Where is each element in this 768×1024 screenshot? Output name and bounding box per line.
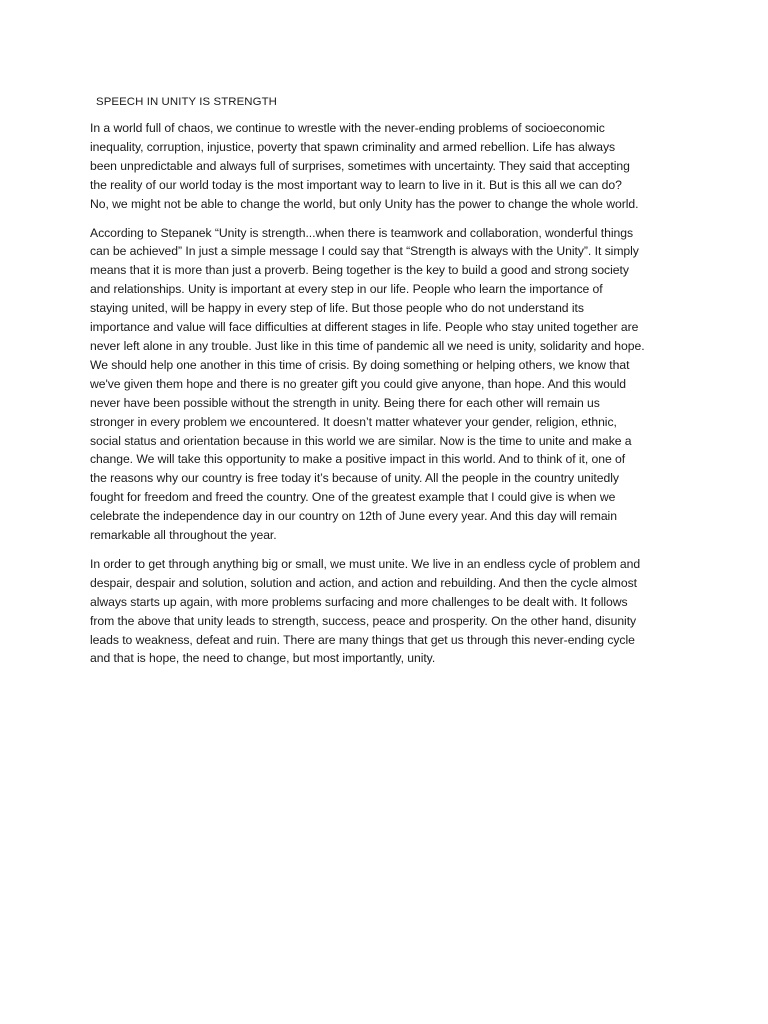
- text-line: leads to weakness, defeat and ruin. There are many things that get us through this never-ending cycle: [90, 632, 635, 647]
- text-line: and relationships. Unity is important at every step in our life. People who learn the importance of: [90, 282, 603, 297]
- text-line: inequality, corruption, injustice, poverty that spawn criminality and armed rebellion. Life has always: [90, 139, 616, 154]
- document-title: SPEECH IN UNITY IS STRENGTH: [96, 96, 277, 108]
- paragraph-intro: [90, 119, 680, 214]
- text-line: fought for freedom and freed the country. One of the greatest example that I could give is when we: [90, 490, 616, 505]
- text-line: never have been possible without the strength in unity. Being there for each other will remain us: [90, 395, 600, 410]
- text-line: change. We will take this opportunity to make a positive impact in this world. And to think of it, one of: [90, 452, 626, 467]
- paragraph-conclusion: [90, 555, 680, 668]
- text-line: celebrate the independence day in our country on 12th of June every year. And this day will remain: [90, 509, 617, 524]
- text-line: the reality of our world today is the most important way to learn to live in it. But is this all we can do?: [90, 177, 622, 192]
- paragraph-body: [90, 224, 680, 545]
- text-line: social status and orientation because in this world we are similar. Now is the time to unite and make a: [90, 433, 632, 448]
- text-line: According to Stepanek “Unity is strength...when there is teamwork and collaboration, wonderful things: [90, 225, 634, 240]
- text-line: and that is hope, the need to change, but most importantly, unity.: [90, 651, 436, 666]
- text-line: means that it is more than just a proverb. Being together is the key to build a good and strong society: [90, 263, 629, 278]
- text-line: importance and value will face difficulties at different stages in life. People who stay united together are: [90, 320, 639, 335]
- text-line: No, we might not be able to change the world, but only Unity has the power to change the whole world.: [90, 196, 639, 211]
- text-line: staying united, will be happy in every step of life. But those people who do not understand its: [90, 301, 584, 316]
- text-line: never left alone in any trouble. Just like in this time of pandemic all we need is unity, solidarity and hope.: [90, 338, 645, 353]
- text-line: the reasons why our country is free today it’s because of unity. All the people in the country unitedly: [90, 471, 619, 486]
- text-line: from the above that unity leads to strength, success, peace and prosperity. On the other hand, disunity: [90, 613, 637, 628]
- text-line: we've given them hope and there is no greater gift you could give anyone, than hope. And this would: [90, 376, 627, 391]
- text-line: We should help one another in this time of crisis. By doing something or helping others, we know that: [90, 357, 630, 372]
- text-line: remarkable all throughout the year.: [90, 528, 277, 543]
- text-line: can be achieved” In just a simple message I could say that “Strength is always with the Unity”. It simply: [90, 244, 639, 259]
- text-line: In order to get through anything big or small, we must unite. We live in an endless cycle of problem and: [90, 556, 641, 571]
- text-line: been unpredictable and always full of surprises, sometimes with uncertainty. They said that accepting: [90, 158, 630, 173]
- text-line: In a world full of chaos, we continue to wrestle with the never-ending problems of socioeconomic: [90, 121, 605, 135]
- text-line: despair, despair and solution, solution and action, and action and rebuilding. And then the cycle almost: [90, 575, 637, 590]
- text-line: always starts up again, with more problems surfacing and more challenges to be dealt with. It follows: [90, 594, 628, 609]
- text-line: stronger in every problem we encountered. It doesn’t matter whatever your gender, religion, ethnic,: [90, 414, 617, 429]
- document-body: [90, 94, 680, 678]
